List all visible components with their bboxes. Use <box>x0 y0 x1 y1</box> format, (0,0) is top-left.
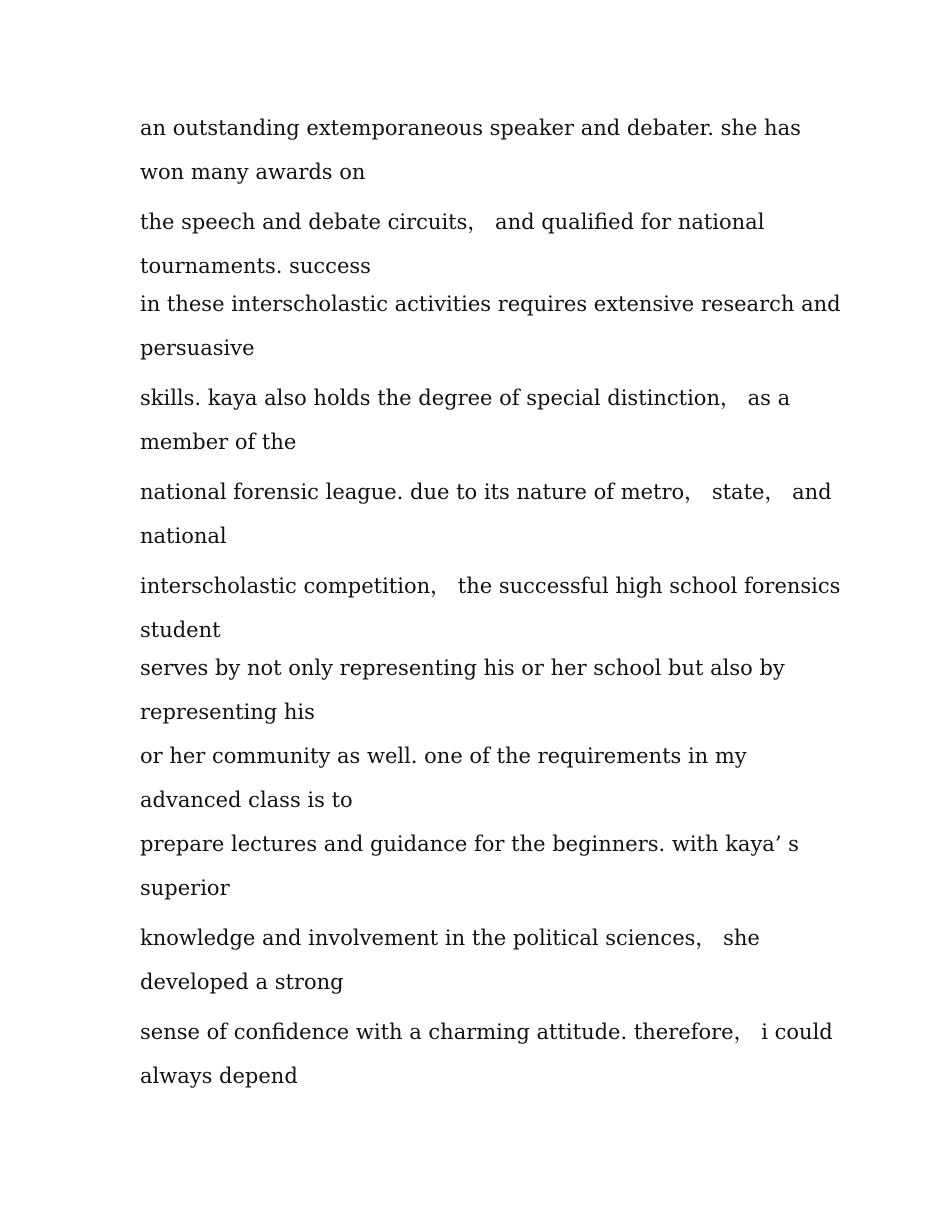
text-line: knowledge and involvement in the political sciences， she <box>140 926 760 950</box>
text-line: student <box>140 618 221 642</box>
text-line: sense of confidence with a charming attitude. therefore， i could <box>140 1020 833 1044</box>
text-line: advanced class is to <box>140 788 353 812</box>
paragraph <box>140 470 832 558</box>
text-line: in these interscholastic activities requires extensive research and <box>140 292 841 316</box>
paragraph <box>140 282 841 370</box>
text-line: representing his <box>140 700 315 724</box>
paragraph <box>140 106 808 194</box>
paragraph <box>140 1010 833 1098</box>
paragraph <box>140 916 808 1004</box>
paragraph <box>140 376 808 464</box>
text-line: superior <box>140 876 230 900</box>
text-line: always depend <box>140 1064 298 1088</box>
text-line: national <box>140 524 227 548</box>
text-line: national forensic league. due to its nature of metro， state， and <box>140 480 832 504</box>
paragraph <box>140 564 841 652</box>
text-line: persuasive <box>140 336 255 360</box>
text-line: won many awards on <box>140 160 366 184</box>
text-line: tournaments. success <box>140 254 371 278</box>
text-line: prepare lectures and guidance for the beginners. with kaya’ s <box>140 832 799 856</box>
text-line: interscholastic competition， the successful high school forensics <box>140 574 841 598</box>
paragraph <box>140 646 808 734</box>
text-line: the speech and debate circuits， and qualified for national <box>140 210 765 234</box>
paragraph <box>140 822 808 910</box>
text-line: member of the <box>140 430 297 454</box>
text-line: skills. kaya also holds the degree of special distinction， as a <box>140 386 791 410</box>
paragraph <box>140 734 808 822</box>
text-line: developed a strong <box>140 970 344 994</box>
document-body <box>140 106 841 1098</box>
text-line: or her community as well. one of the requirements in my <box>140 744 747 768</box>
text-line: an outstanding extemporaneous speaker and debater. she has <box>140 116 801 140</box>
text-line: serves by not only representing his or her school but also by <box>140 656 785 680</box>
paragraph <box>140 200 808 288</box>
